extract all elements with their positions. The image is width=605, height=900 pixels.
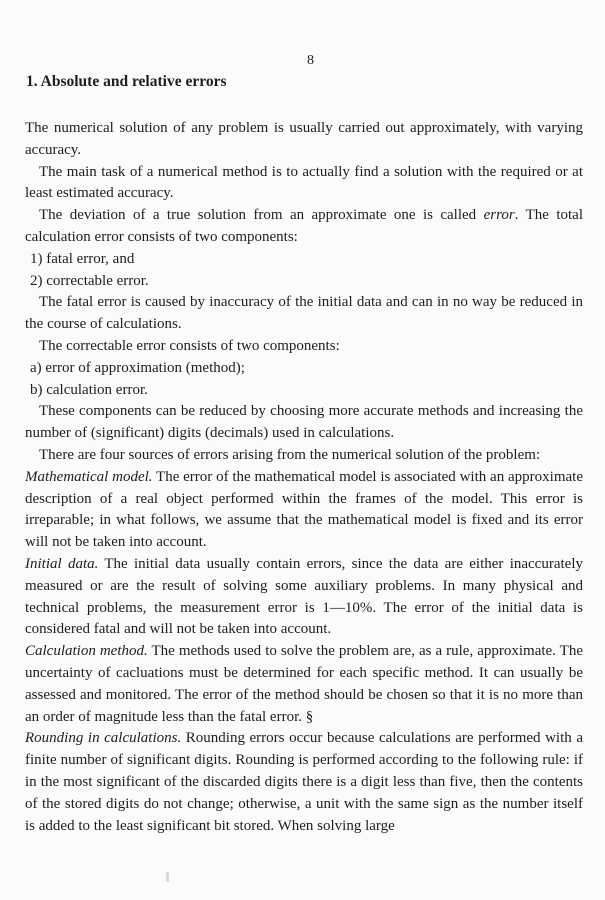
error-definition-text: The deviation of a true solution from an approximate one is called (39, 207, 484, 224)
list-item-correctable: 2) correctable error. (30, 272, 149, 289)
list-item-calculation: b) calculation error. (30, 381, 148, 398)
paragraph-initial-data (25, 554, 583, 641)
paragraph-rounding (25, 728, 583, 837)
paragraph-sources: There are four sources of errors arising from the numerical solution of the problem: (39, 446, 541, 463)
source-lead-rounding: Rounding in calculations. (25, 730, 182, 747)
source-lead-initial-data: Initial data. (25, 555, 99, 572)
page-number: 8 (307, 53, 314, 68)
paragraph-fatal-error: The fatal error is caused by inaccuracy of the initial data and can in no way be reduced in the course of calculations. (25, 294, 583, 333)
paragraph-calculation-method (25, 641, 583, 728)
source-text-calculation-method: The methods used to solve the problem are, as a rule, approximate. The uncertainty of cacluations must be determined for each specific method. It can usually be assessed and monitored. The error of the method should be chosen so that it is no more than an order of magnitude less than the fatal error. § (25, 643, 583, 725)
paragraph-components: These components can be reduced by choosing more accurate methods and increasing the number of (significant) digits (decimals) used in calculations. (25, 403, 583, 442)
paragraph-main-task: The main task of a numerical method is to actually find a solution with the required or at least estimated accuracy. (25, 163, 583, 202)
paragraph-mathematical-model (25, 467, 583, 554)
source-text-initial-data: The initial data usually contain errors, since the data are either inaccurately measured or are the result of solving some auxiliary problems. In many physical and technical problems, the measurement error is 1—10%. The error of the initial data is considered fatal and will not be taken into account. (25, 555, 583, 638)
list-item-approximation: a) error of approximation (method); (30, 359, 245, 376)
error-term: error (483, 207, 515, 224)
source-text-mathematical-model: The error of the mathematical model is associated with an approximate description of a real object performed within the frames of the model. This error is irreparable; in what follows, we assume that the mathematical model is fixed and its error will not be taken into account. (25, 468, 583, 551)
body-text (25, 118, 583, 837)
source-lead-mathematical-model: Mathematical model. (25, 468, 153, 485)
source-text-rounding: Rounding errors occur because calculations are performed with a finite number of significant digits. Rounding is performed according to the following rule: if in the most significant of the discarded digits there is a digit less than five, then the contents of the stored digits do not change; otherwise, a unit with the same sign as the number itself is added to the least significant bit stored. When solving large (25, 730, 583, 834)
paragraph-error-definition (25, 205, 583, 249)
scan-smudge (166, 872, 169, 882)
list-item-fatal: 1) fatal error, and (30, 250, 135, 267)
source-lead-calculation-method: Calculation method. (25, 643, 148, 660)
section-heading: 1. Absolute and relative errors (26, 73, 227, 90)
paragraph-intro: The numerical solution of any problem is usually carried out approximately, with varying accuracy. (25, 120, 583, 158)
error-definition-rest: . The total calculation error consists of two components: (25, 207, 583, 245)
paragraph-correctable-error: The correctable error consists of two components: (39, 337, 340, 354)
